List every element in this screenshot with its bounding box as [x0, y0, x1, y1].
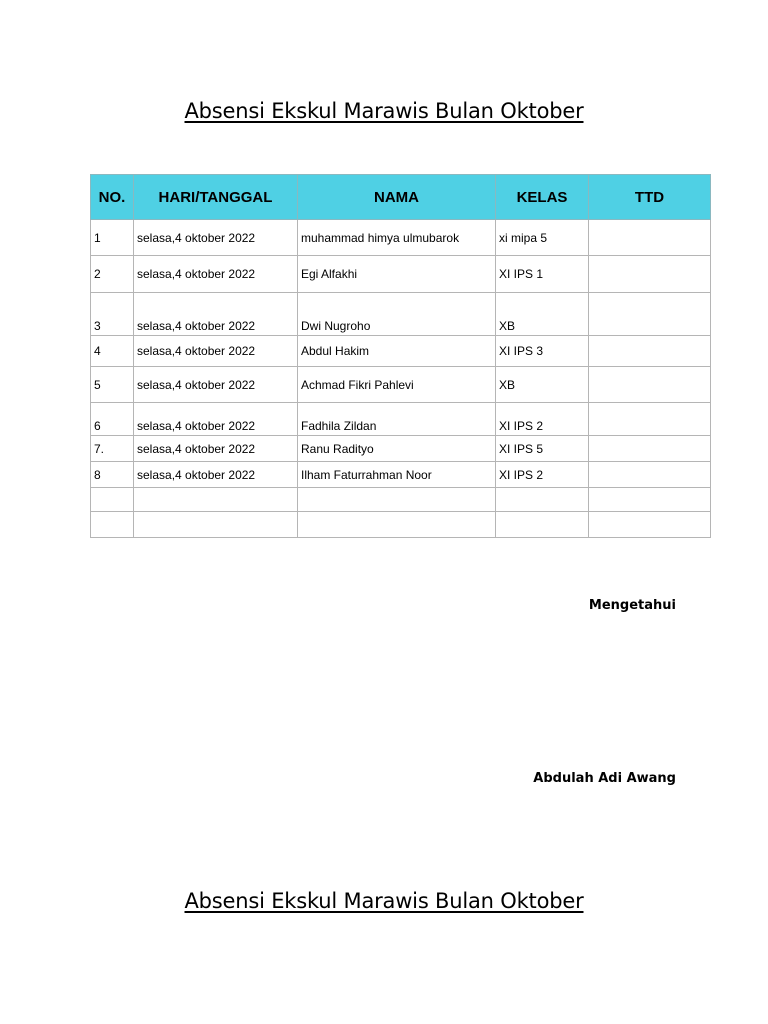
cell-signature	[589, 436, 711, 462]
cell-date: selasa,4 oktober 2022	[134, 462, 298, 488]
cell-class: XB	[496, 293, 589, 336]
signatory-name: Abdulah Adi Awang	[533, 771, 676, 786]
cell-name: Dwi Nugroho	[298, 293, 496, 336]
table-row	[91, 336, 711, 367]
cell-date: selasa,4 oktober 2022	[134, 220, 298, 256]
cell-signature	[589, 488, 711, 512]
table-row	[91, 462, 711, 488]
cell-name: muhammad himya ulmubarok	[298, 220, 496, 256]
cell-class: XI IPS 2	[496, 462, 589, 488]
cell-date	[134, 512, 298, 538]
header-no: NO.	[91, 175, 134, 220]
cell-signature	[589, 403, 711, 436]
cell-no: 3	[91, 293, 134, 336]
cell-no	[91, 512, 134, 538]
cell-name: Fadhila Zildan	[298, 403, 496, 436]
cell-signature	[589, 256, 711, 293]
table-row	[91, 293, 711, 336]
cell-signature	[589, 336, 711, 367]
table-row	[91, 403, 711, 436]
cell-date: selasa,4 oktober 2022	[134, 336, 298, 367]
cell-name: Abdul Hakim	[298, 336, 496, 367]
cell-class: XI IPS 2	[496, 403, 589, 436]
table-row	[91, 367, 711, 403]
cell-signature	[589, 512, 711, 538]
cell-name	[298, 512, 496, 538]
cell-no: 2	[91, 256, 134, 293]
header-name: NAMA	[298, 175, 496, 220]
cell-date	[134, 488, 298, 512]
table-row	[91, 512, 711, 538]
cell-signature	[589, 367, 711, 403]
cell-no	[91, 488, 134, 512]
cell-class: XI IPS 1	[496, 256, 589, 293]
cell-name: Achmad Fikri Pahlevi	[298, 367, 496, 403]
document-title: Absensi Ekskul Marawis Bulan Oktober	[184, 99, 584, 123]
header-date: HARI/TANGGAL	[134, 175, 298, 220]
header-class: KELAS	[496, 175, 589, 220]
cell-class: XB	[496, 367, 589, 403]
cell-date: selasa,4 oktober 2022	[134, 436, 298, 462]
table-header-row	[91, 175, 711, 220]
table-row	[91, 436, 711, 462]
cell-class	[496, 512, 589, 538]
cell-signature	[589, 220, 711, 256]
cell-date: selasa,4 oktober 2022	[134, 293, 298, 336]
header-signature: TTD	[589, 175, 711, 220]
cell-no: 4	[91, 336, 134, 367]
cell-class: XI IPS 5	[496, 436, 589, 462]
cell-no: 8	[91, 462, 134, 488]
document-title-repeat: Absensi Ekskul Marawis Bulan Oktober	[184, 889, 584, 913]
table-row	[91, 220, 711, 256]
cell-name: Egi Alfakhi	[298, 256, 496, 293]
cell-no: 6	[91, 403, 134, 436]
attendance-table	[90, 174, 711, 538]
cell-signature	[589, 462, 711, 488]
acknowledgement-label: Mengetahui	[588, 598, 676, 613]
cell-name: Ilham Faturrahman Noor	[298, 462, 496, 488]
cell-date: selasa,4 oktober 2022	[134, 256, 298, 293]
cell-no: 1	[91, 220, 134, 256]
cell-no: 7.	[91, 436, 134, 462]
cell-class	[496, 488, 589, 512]
table-row	[91, 256, 711, 293]
table-row	[91, 488, 711, 512]
cell-date: selasa,4 oktober 2022	[134, 367, 298, 403]
cell-class: XI IPS 3	[496, 336, 589, 367]
cell-name	[298, 488, 496, 512]
cell-class: xi mipa 5	[496, 220, 589, 256]
cell-name: Ranu Radityo	[298, 436, 496, 462]
cell-signature	[589, 293, 711, 336]
cell-date: selasa,4 oktober 2022	[134, 403, 298, 436]
cell-no: 5	[91, 367, 134, 403]
